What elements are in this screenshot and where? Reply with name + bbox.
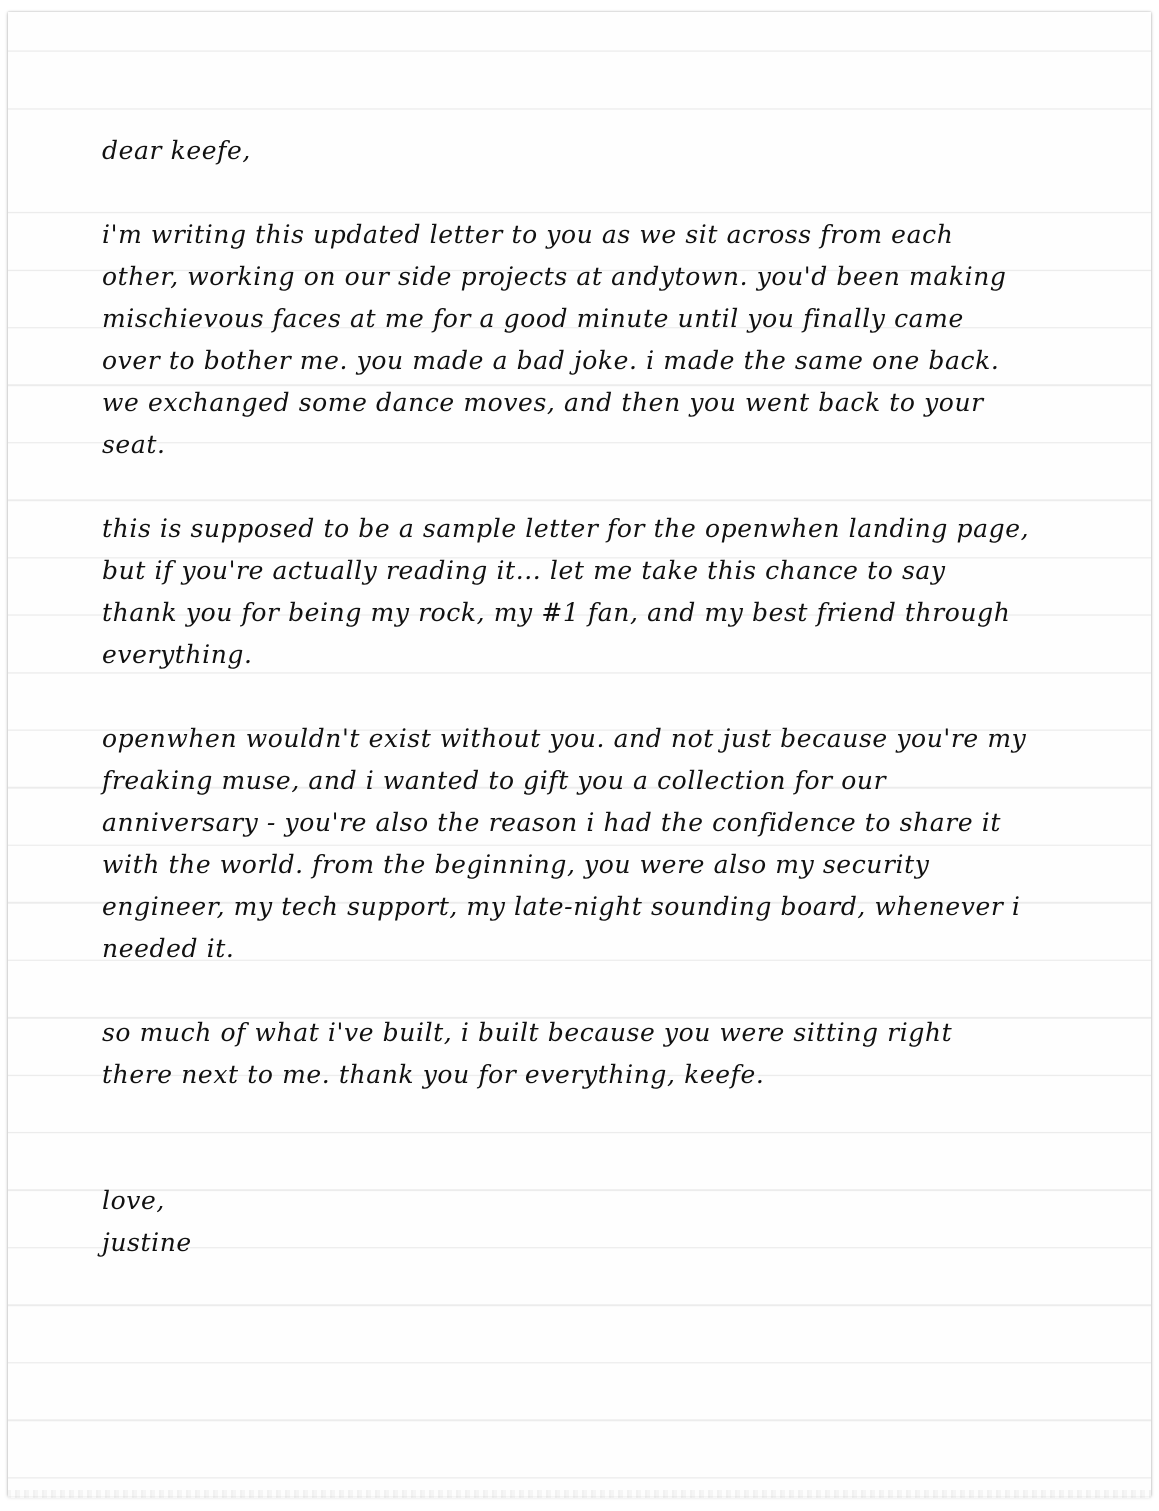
paragraph-line: i'm writing this updated letter to you as we sit across from each — [102, 220, 954, 249]
paragraph-line: this is supposed to be a sample letter for the openwhen landing page, — [102, 514, 1030, 543]
paragraph-line: anniversary - you're also the reason i had the confidence to share it — [102, 808, 1002, 837]
letter-greeting: dear keefe, — [102, 136, 251, 165]
paragraph-line: freaking muse, and i wanted to gift you a collection for our — [102, 766, 887, 795]
letter-closing: love, — [102, 1186, 165, 1215]
paragraph-line: but if you're actually reading it... let me take this chance to say — [102, 556, 946, 585]
paragraph-line: everything. — [102, 640, 253, 669]
paragraph-line: other, working on our side projects at andytown. you'd been making — [102, 262, 1007, 291]
paragraph-1 — [102, 214, 1062, 466]
paragraph-line: over to bother me. you made a bad joke. i made the same one back. — [102, 346, 1000, 375]
torn-bottom-edge — [8, 1490, 1151, 1498]
paragraph-line: engineer, my tech support, my late-night sounding board, whenever i — [102, 892, 1021, 921]
paragraph-line: openwhen wouldn't exist without you. and not just because you're my — [102, 724, 1027, 753]
paragraph-line: we exchanged some dance moves, and then you went back to your — [102, 388, 984, 417]
paragraph-4 — [102, 1012, 1062, 1096]
paragraph-2 — [102, 508, 1062, 676]
paragraph-line: mischievous faces at me for a good minute until you finally came — [102, 304, 964, 333]
paragraph-line: thank you for being my rock, my #1 fan, and my best friend through — [102, 598, 1011, 627]
paragraph-line: there next to me. thank you for everything, keefe. — [102, 1060, 765, 1089]
letter-body — [102, 130, 1062, 1264]
paragraph-3 — [102, 718, 1062, 970]
paragraph-line: seat. — [102, 430, 166, 459]
paragraph-line: with the world. from the beginning, you were also my security — [102, 850, 930, 879]
paragraph-line: needed it. — [102, 934, 235, 963]
paragraph-line: so much of what i've built, i built because you were sitting right — [102, 1018, 953, 1047]
letter-signature: justine — [102, 1228, 192, 1257]
